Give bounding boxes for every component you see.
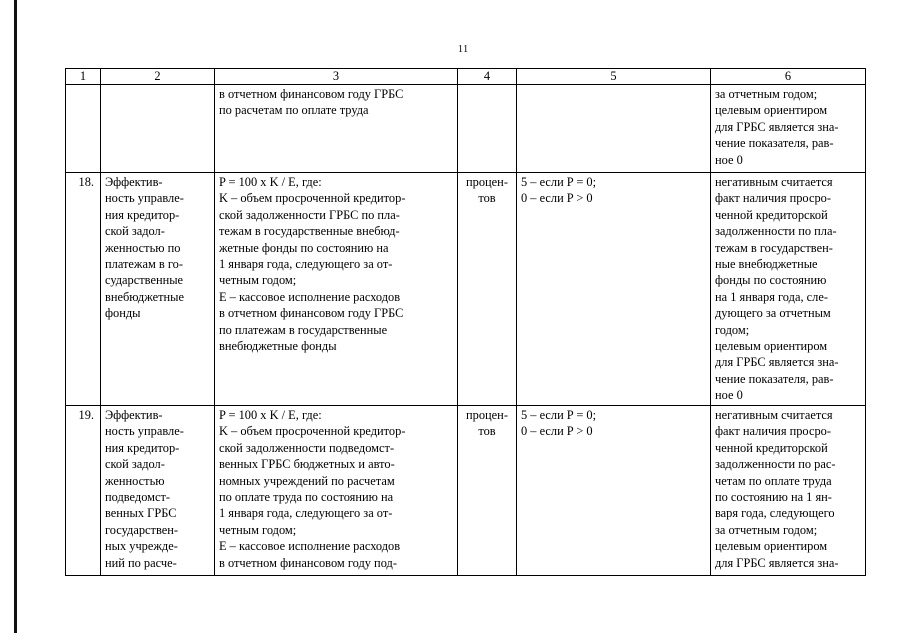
indicator-note: негативным считается факт наличия просро- ченной кредиторской задолженности по рас- четам по оплате труда по состоянию на 1 ян- варя года, следующего за отчетным годом; целевым ориентиром для ГРБС является зна-: [711, 406, 866, 576]
indicator-formula: в отчетном финансовом году ГРБС по расчетам по оплате труда: [215, 85, 458, 173]
indicator-note: негативным считается факт наличия просро- ченной кредиторской задолженности по пла- тежам в государствен- ные внебюджетные фонды по состоянию на 1 января года, сле- дующего за отчетным годом; целевым ориентиром для ГРБС является зна- чение показателя, рав- ное 0: [711, 173, 866, 406]
table-row: [66, 85, 866, 173]
indicator-unit: процен- тов: [458, 173, 517, 406]
indicator-name: [101, 85, 215, 173]
indicator-unit: [458, 85, 517, 173]
header-cell: 5: [517, 69, 711, 85]
indicator-values: 5 – если P = 0; 0 – если P > 0: [517, 173, 711, 406]
table-header-row: [66, 69, 866, 85]
header-cell: 3: [215, 69, 458, 85]
row-number: 18.: [66, 173, 101, 406]
header-cell: 6: [711, 69, 866, 85]
indicator-table: [65, 68, 866, 576]
row-number: 19.: [66, 406, 101, 576]
table-row: [66, 406, 866, 576]
table-row: [66, 173, 866, 406]
header-cell: 2: [101, 69, 215, 85]
indicator-formula: P = 100 x K / E, где: K – объем просроченной кредитор- ской задолженности ГРБС по пла- тежам в государственные внебюд- жетные фонды по состоянию на 1 января года, следующего за от- четным годом; E – кассовое исполнение расходов в отчетном финансовом году ГРБС по платежам в государственные внебюджетные фонды: [215, 173, 458, 406]
indicator-values: 5 – если P = 0; 0 – если P > 0: [517, 406, 711, 576]
indicator-name: Эффектив- ность управле- ния кредитор- ской задол- женностью подведомст- венных ГРБС государствен- ных учрежде- ний по расче-: [101, 406, 215, 576]
page-number: 11: [458, 44, 469, 55]
binding-edge: [14, 0, 17, 633]
row-number: [66, 85, 101, 173]
indicator-name: Эффектив- ность управле- ния кредитор- ской задол- женностью по платежам в го- сударственные внебюджетные фонды: [101, 173, 215, 406]
header-cell: 4: [458, 69, 517, 85]
indicator-formula: P = 100 x K / E, где: K – объем просроченной кредитор- ской задолженности подведомст- венных ГРБС бюджетных и авто- номных учреждений по расчетам по оплате труда по состоянию на 1 января года, следующего за от- четным годом; E – кассовое исполнение расходов в отчетном финансовом году под-: [215, 406, 458, 576]
indicator-values: [517, 85, 711, 173]
indicator-note: за отчетным годом; целевым ориентиром для ГРБС является зна- чение показателя, рав- ное 0: [711, 85, 866, 173]
indicator-unit: процен- тов: [458, 406, 517, 576]
header-cell: 1: [66, 69, 101, 85]
